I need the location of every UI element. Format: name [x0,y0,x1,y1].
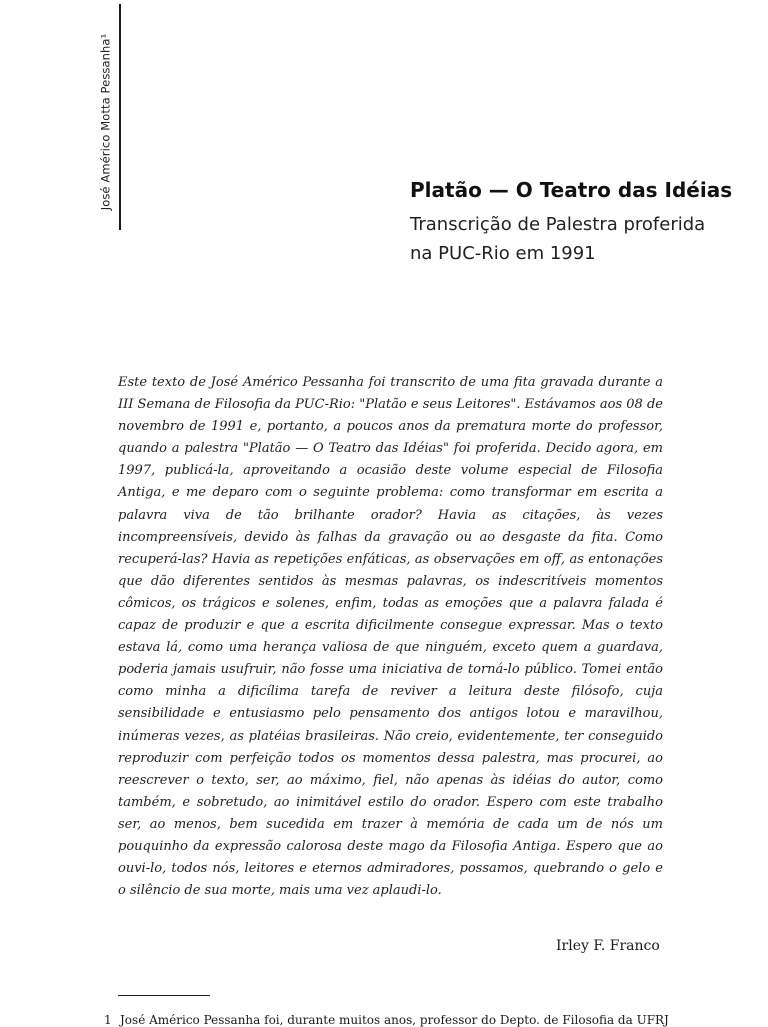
page-title: Platão — O Teatro das Idéias [410,178,733,202]
vertical-rule [119,4,121,230]
footnote [104,1013,669,1027]
subtitle-line-1: Transcrição de Palestra proferida [410,214,706,235]
signature: Irley F. Franco [556,938,660,954]
side-author-label [94,16,116,228]
footnote-number: 1 [104,1013,112,1027]
footnote-rule [118,995,210,996]
page-subtitle [410,210,705,268]
side-author-text: José Américo Motta Pessanha¹ [98,33,113,211]
intro-paragraph: Este texto de José Américo Pessanha foi transcrito de uma fita gravada durante a III Semana de Filosofia da PUC-Rio: "Platão e seus Leitores". Estávamos aos 08 de novembro de 1991 e, portanto, a poucos anos da prematura morte do professor, quando a palestra "Platão — O Teatro das Idéias" foi proferida. Decido agora, em 1997, publicá-la, aproveitando a ocasião deste volume especial de Filosofia Antiga, e me deparo com o seguinte problema: como transformar em escrita a palavra viva de tão brilhante orador? Havia as citações, às vezes incompreensíveis, devido às falhas da gravação ou ao desgaste da fita. Como recuperá-las? Havia as repetições enfáticas, as observações em off, as entonações que dão diferentes sentidos às mesmas palavras, os indescritíveis momentos cômicos, os trágicos e solenes, enfim, todas as emoções que a palavra falada é capaz de produzir e que a escrita dificilmente consegue expressar. Mas o texto estava lá, como uma herança valiosa de que ninguém, exceto quem a guardava, poderia jamais usufruir, não fosse uma iniciativa de torná-lo público. Tomei então como minha a dificílima tarefa de reviver a leitura deste filósofo, cuja sensibilidade e entusiasmo pelo pensamento dos antigos lotou e maravilhou, inúmeras vezes, as platéias brasileiras. Não creio, evidentemente, ter conseguido reproduzir com perfeição todos os momentos dessa palestra, mas procurei, ao reescrever o texto, ser, ao máximo, fiel, não apenas às idéias do autor, como também, e sobretudo, ao inimitável estilo do orador. Espero com este trabalho ser, ao menos, bem sucedida em trazer à memória de cada um de nós um pouquinho da expressão calorosa deste mago da Filosofia Antiga. Espero que ao ouvi-lo, todos nós, leitores e eternos admiradores, possamos, quebrando o gelo e o silêncio de sua morte, mais uma vez aplaudi-lo. [118,375,663,899]
subtitle-line-2: na PUC-Rio em 1991 [410,243,596,264]
footnote-text: José Américo Pessanha foi, durante muitos anos, professor do Depto. de Filosofia da UFRJ [120,1013,669,1027]
